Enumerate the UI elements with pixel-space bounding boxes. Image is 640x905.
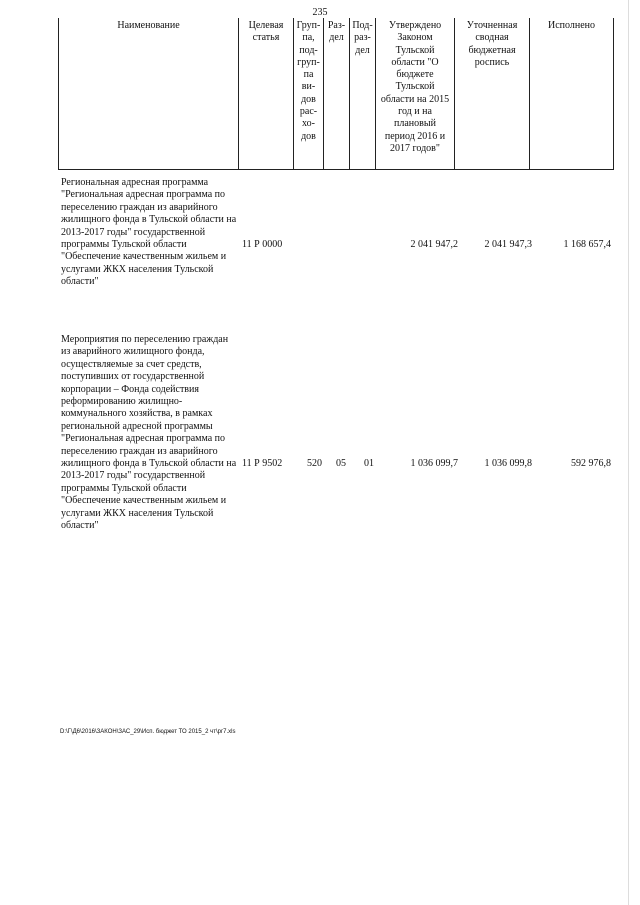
row-executed: 592 976,8 xyxy=(571,458,611,469)
row-name: Региональная адресная программа "Региональная адресная программа по переселению граждан из аварийного жилищного фонда в Тульской области на 2013-2017 годы" государственной программы Тульской области "Обеспечение качественным жильем и услугами ЖКХ населения Тульской области" xyxy=(61,177,237,288)
col-header-approved: Утверждено Законом Тульской области "О бюджете Тульской области на 2015 год и на плановый период 2016 и 2017 годов" xyxy=(376,18,455,170)
col-header-name: Наименование xyxy=(59,18,239,170)
col-header-article: Целевая статья xyxy=(239,18,294,170)
row-group: 520 xyxy=(307,458,322,469)
row-subsection: 01 xyxy=(364,458,374,469)
row-approved: 2 041 947,2 xyxy=(410,239,458,250)
row-article: 11 Р 0000 xyxy=(242,239,283,250)
col-header-group: Груп-па, под-груп-па ви-дов рас-хо-дов xyxy=(294,18,324,170)
col-header-refined: Уточненная сводная бюджетная роспись xyxy=(455,18,530,170)
file-path-footer: D:\Г\Д6\2016\ЗАКОН\ЗАС_29\Исп. бюджет ТО 2015_2 чт\рг7.xls xyxy=(60,729,236,735)
row-approved: 1 036 099,7 xyxy=(410,458,458,469)
table-header xyxy=(58,18,614,170)
table-row xyxy=(58,334,613,594)
col-header-executed: Исполнено xyxy=(530,18,614,170)
scan-edge-divider xyxy=(628,0,629,905)
col-header-section: Раз-дел xyxy=(324,18,350,170)
row-refined: 2 041 947,3 xyxy=(484,239,532,250)
row-article: 11 Р 9502 xyxy=(242,458,283,469)
table-row xyxy=(58,177,613,317)
col-header-subsection: Под-раз-дел xyxy=(350,18,376,170)
row-executed: 1 168 657,4 xyxy=(563,239,611,250)
page-number: 235 xyxy=(312,7,328,18)
row-section: 05 xyxy=(336,458,346,469)
row-name: Мероприятия по переселению граждан из аварийного жилищного фонда, осуществляемые за счет средств, поступивших от государственной корпорации – Фонда содействия реформированию жилищно-коммунального хозяйства, в рамках региональной адресной программы "Региональная адресная программа по переселению граждан из аварийного жилищного фонда в Тульской области на 2013-2017 годы" государственной программы Тульской области "Обеспечение качественным жильем и услугами ЖКХ населения Тульской области" xyxy=(61,334,237,532)
row-refined: 1 036 099,8 xyxy=(484,458,532,469)
